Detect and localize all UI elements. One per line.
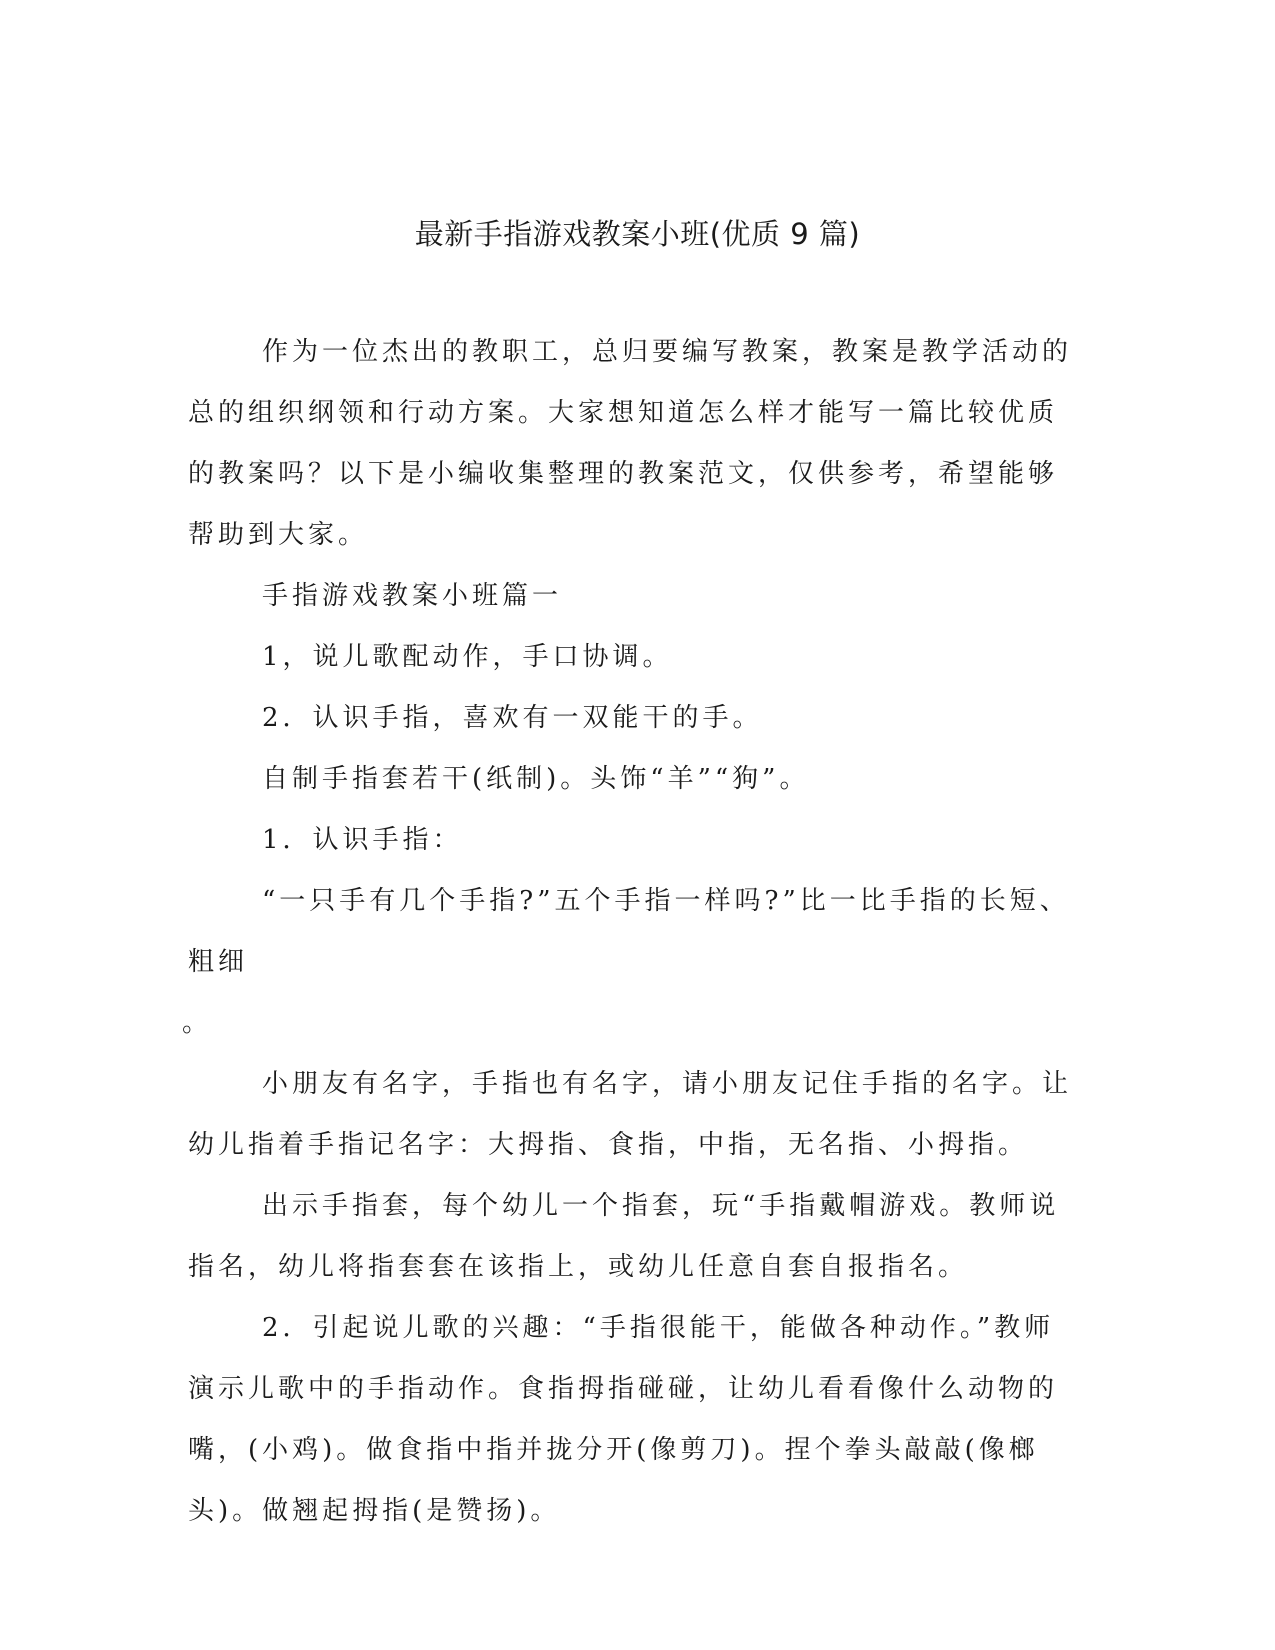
goal-item-1: 1，说儿歌配动作，手口协调。 <box>262 642 673 672</box>
step-2-paragraph: 2．引起说儿歌的兴趣：“手指很能干，能做各种动作。”教师演示儿歌中的手指动作。食指拇指碰碰，让幼儿看看像什么动物的嘴，(小鸡)。做食指中指并拢分开(像剪刀)。捏个拳头敲敲(像榔头)。做翘起拇指(是赞扬)。 <box>188 1313 1059 1526</box>
materials-paragraph: 自制手指套若干(纸制)。头饰“羊”“狗”。 <box>262 764 810 794</box>
step-1-heading: 1．认识手指： <box>262 825 463 855</box>
question-paragraph: “一只手有几个手指?”五个手指一样吗?”比一比手指的长短、粗细 <box>188 886 1070 977</box>
finger-names-paragraph: 小朋友有名字，手指也有名字，请小朋友记住手指的名字。让幼儿指着手指记名字：大拇指、食指，中指，无名指、小拇指。 <box>188 1069 1073 1160</box>
question-paragraph-end: 。 <box>182 1008 213 1038</box>
finger-game-paragraph: 出示手指套，每个幼儿一个指套，玩“手指戴帽游戏。教师说指名，幼儿将指套套在该指上，或幼儿任意自套自报指名。 <box>188 1191 1060 1282</box>
intro-paragraph: 作为一位杰出的教职工，总归要编写教案，教案是教学活动的总的组织纲领和行动方案。大家想知道怎么样才能写一篇比较优质的教案吗？以下是小编收集整理的教案范文，仅供参考，希望能够帮助到大家。 <box>188 337 1073 550</box>
goal-item-2: 2．认识手指，喜欢有一双能干的手。 <box>262 703 763 733</box>
document-title: 最新手指游戏教案小班(优质 9 篇) <box>414 217 861 251</box>
document-body <box>182 322 1078 1542</box>
section-heading: 手指游戏教案小班篇一 <box>262 581 563 611</box>
